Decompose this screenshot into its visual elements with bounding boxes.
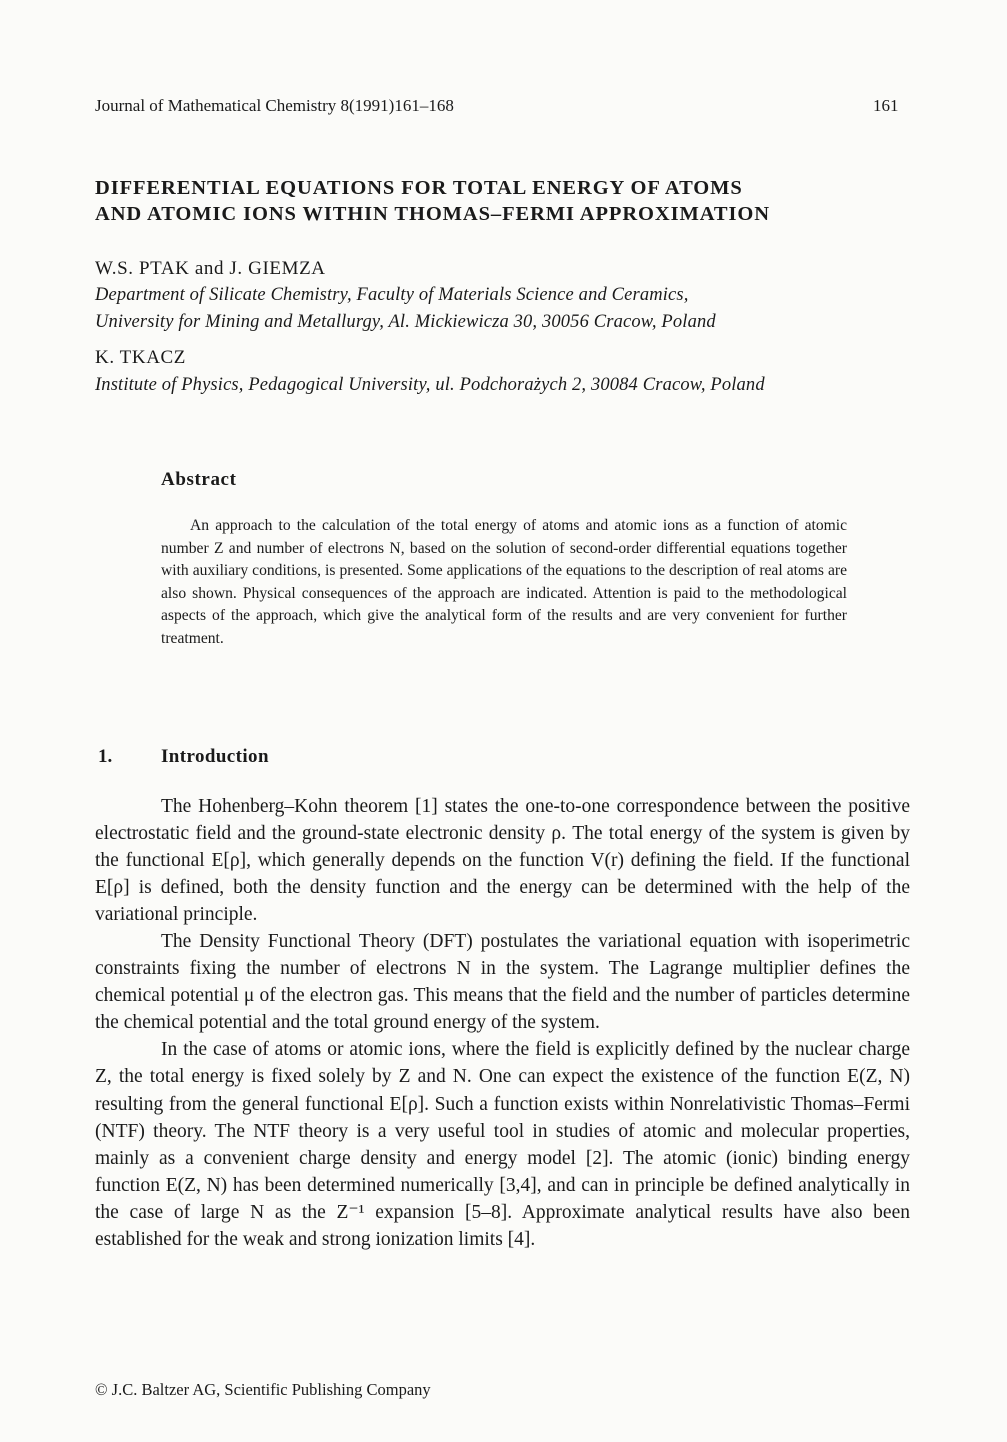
paragraph-3: In the case of atoms or atomic ions, where the field is explicitly defined by the nuclear charge Z, the total energy is fixed solely by Z and N. One can expect the existence of the function E(Z, N) resulting from the general functional E[ρ]. Such a function exists within Nonrelativistic Thomas–Fermi (NTF) theory. The NTF theory is a very useful tool in studies of atomic and molecular properties, mainly as a convenient charge density and energy model [2]. The atomic (ionic) binding energy function E(Z, N) has been determined numerically [3,4], and can in principle be defined analytically in the case of large N as the Z⁻¹ expansion [5–8]. Approximate analytical results have also been established for the weak and strong ionization limits [4]. bbox=[95, 1039, 910, 1250]
affiliation-2 bbox=[95, 372, 765, 399]
title-line-1: DIFFERENTIAL EQUATIONS FOR TOTAL ENERGY OF ATOMS bbox=[95, 177, 743, 199]
abstract-text bbox=[161, 515, 847, 651]
running-head: Journal of Mathematical Chemistry 8(1991)161–168 bbox=[95, 96, 454, 115]
copyright-footer: © J.C. Baltzer AG, Scientific Publishing Company bbox=[95, 1380, 431, 1399]
paper-title bbox=[95, 175, 915, 227]
body-text bbox=[95, 793, 910, 1253]
section-number: 1. bbox=[98, 746, 113, 767]
affiliation-1 bbox=[95, 282, 716, 336]
paragraph-1: The Hohenberg–Kohn theorem [1] states the one-to-one correspondence between the positive electrostatic field and the ground-state electronic density ρ. The total energy of the system is given by the functional E[ρ], which generally depends on the function V(r) defining the field. If the functional E[ρ] is defined, both the density function and the energy can be determined with the help of the variational principle. bbox=[95, 796, 910, 926]
affiliation-2-line: Institute of Physics, Pedagogical University, ul. Podchorażych 2, 30084 Cracow, Poland bbox=[95, 375, 765, 395]
abstract-paragraph: An approach to the calculation of the total energy of atoms and atomic ions as a function of atomic number Z and number of electrons N, based on the solution of second-order differential equations together with auxiliary conditions, is presented. Some applications of the equations to the description of real atoms are also shown. Physical consequences of the approach are indicated. Attention is paid to the methodological aspects of the approach, which give the analytical form of the results and are very convenient for further treatment. bbox=[161, 517, 847, 647]
author-group-2: K. TKACZ bbox=[95, 347, 187, 368]
affiliation-1-line-2: University for Mining and Metallurgy, Al. Mickiewicza 30, 30056 Cracow, Poland bbox=[95, 312, 716, 332]
title-line-2: AND ATOMIC IONS WITHIN THOMAS–FERMI APPROXIMATION bbox=[95, 203, 770, 225]
page-number: 161 bbox=[873, 96, 899, 115]
section-title: Introduction bbox=[161, 746, 269, 767]
abstract-heading: Abstract bbox=[161, 469, 237, 490]
author-group-1: W.S. PTAK and J. GIEMZA bbox=[95, 258, 326, 279]
affiliation-1-line-1: Department of Silicate Chemistry, Faculty of Materials Science and Ceramics, bbox=[95, 285, 689, 305]
paragraph-2: The Density Functional Theory (DFT) postulates the variational equation with isoperimetric constraints fixing the number of electrons N in the system. The Lagrange multiplier defines the chemical potential μ of the electron gas. This means that the field and the number of particles determine the chemical potential and the total ground energy of the system. bbox=[95, 931, 910, 1034]
